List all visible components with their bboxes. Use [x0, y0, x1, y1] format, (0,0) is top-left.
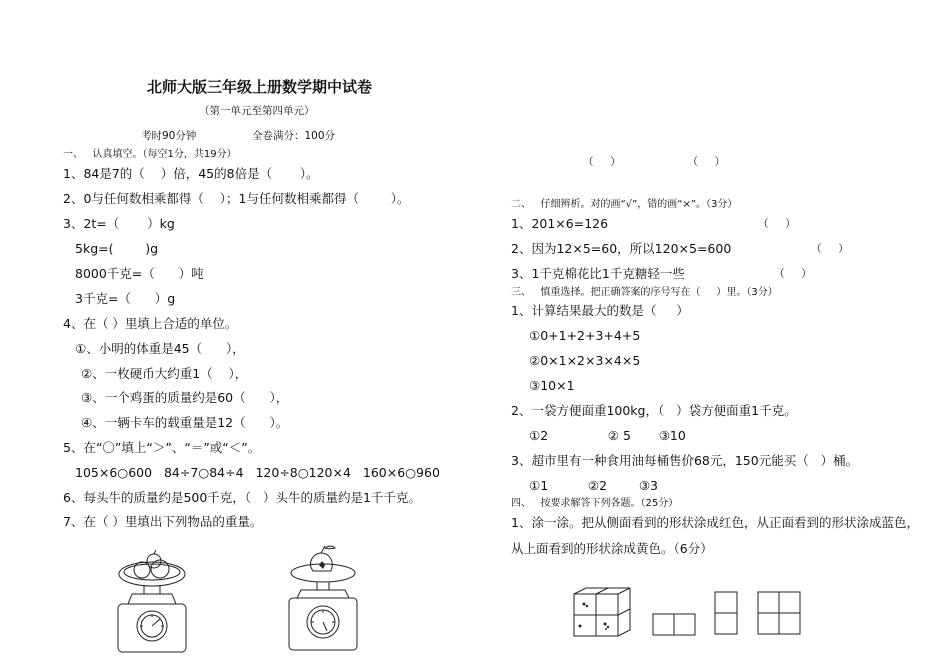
answer-blanks: （ ） （ ）: [583, 156, 726, 168]
question-4c: ③、一个鸡蛋的质量约是60（ ），: [81, 390, 289, 405]
scale-with-pear-illustration: [283, 543, 363, 653]
question-4b: ②、一枚硬币大约重1（ ），: [81, 366, 248, 381]
question-3b: 5kg=( )g: [75, 241, 159, 256]
choice-1: 1、计算结果最大的数是（ ）: [511, 303, 689, 318]
top-view-shape: [757, 591, 801, 635]
question-4d: ④、一辆卡车的载重量是12（ ）。: [81, 415, 289, 430]
judge-1-blank: （ ）: [758, 218, 796, 230]
section-heading-3: 三、 慎重选择。把正确答案的序号写在（ ）里。（3分）: [511, 287, 778, 298]
judge-3-blank: （ ）: [774, 268, 812, 280]
side-view-shape: [652, 613, 696, 637]
question-7: 7、在（ ）里填出下列物品的重量。: [63, 514, 263, 529]
question-5-items: 105×6○600 84÷7○84÷4 120÷8○120×4 160×6○960: [75, 465, 440, 480]
question-3: 3、2t=（ ）kg: [63, 216, 175, 231]
choice-2-options: ①2 ② 5 ③10: [529, 428, 686, 443]
choice-1-option-c: ③10×1: [529, 378, 575, 393]
judge-2: 2、因为12×5=60，所以120×5=600: [511, 241, 732, 256]
question-6: 6、每头牛的质量约是500千克，（ ）头牛的质量约是1千千克。: [63, 490, 421, 505]
choice-3-options: ①1 ②2 ③3: [529, 478, 658, 493]
exam-time: 考时90分钟: [141, 130, 197, 142]
pear-spot: [319, 561, 325, 569]
cube-stack-illustration: [572, 586, 634, 638]
question-2: 2、0与任何数相乘都得（ ）；1与任何数相乘都得（ ）。: [63, 191, 410, 206]
page-title: 北师大版三年级上册数学期中试卷: [147, 78, 373, 96]
choice-1-option-a: ①0+1+2+3+4+5: [529, 328, 641, 343]
choice-3: 3、超市里有一种食用油每桶售价68元，150元能买（ ）桶。: [511, 453, 859, 468]
scale-with-fruit-illustration: [110, 548, 195, 653]
section-heading-2: 二、 仔细辨析。对的画“√”，错的画“×”。（3分）: [511, 199, 738, 210]
full-score: 全卷满分：100分: [252, 130, 336, 142]
question-3d: 3千克=（ ）g: [75, 291, 176, 306]
page-subtitle: （第一单元至第四单元）: [199, 105, 315, 117]
problem-1: 1、涂一涂。把从侧面看到的形状涂成红色，从正面看到的形状涂成蓝色，: [511, 515, 919, 530]
problem-1-continued: 从上面看到的形状涂成黄色。（6分）: [511, 541, 713, 556]
front-view-shape: [714, 591, 739, 635]
question-5: 5、在“〇”填上“＞”、“＝”或“＜”。: [63, 440, 261, 455]
choice-1-option-b: ②0×1×2×3×4×5: [529, 353, 641, 368]
judge-1: 1、201×6=126: [511, 216, 609, 231]
question-3c: 8000千克=（ ）吨: [75, 266, 204, 281]
judge-3: 3、1千克棉花比1千克糖轻一些: [511, 266, 685, 281]
judge-2-blank: （ ）: [811, 243, 849, 255]
choice-2: 2、一袋方便面重100kg，（ ）袋方便面重1千克。: [511, 403, 797, 418]
section-heading-4: 四、 按要求解答下列各题。（25分）: [511, 498, 679, 509]
section-heading-1: 一、 认真填空。（每空1分，共19分）: [63, 149, 237, 160]
question-4: 4、在（ ）里填上合适的单位。: [63, 316, 238, 331]
question-1: 1、84是7的（ ）倍，45的8倍是（ ）。: [63, 166, 319, 181]
question-4a: ①、小明的体重是45（ ），: [75, 341, 245, 356]
